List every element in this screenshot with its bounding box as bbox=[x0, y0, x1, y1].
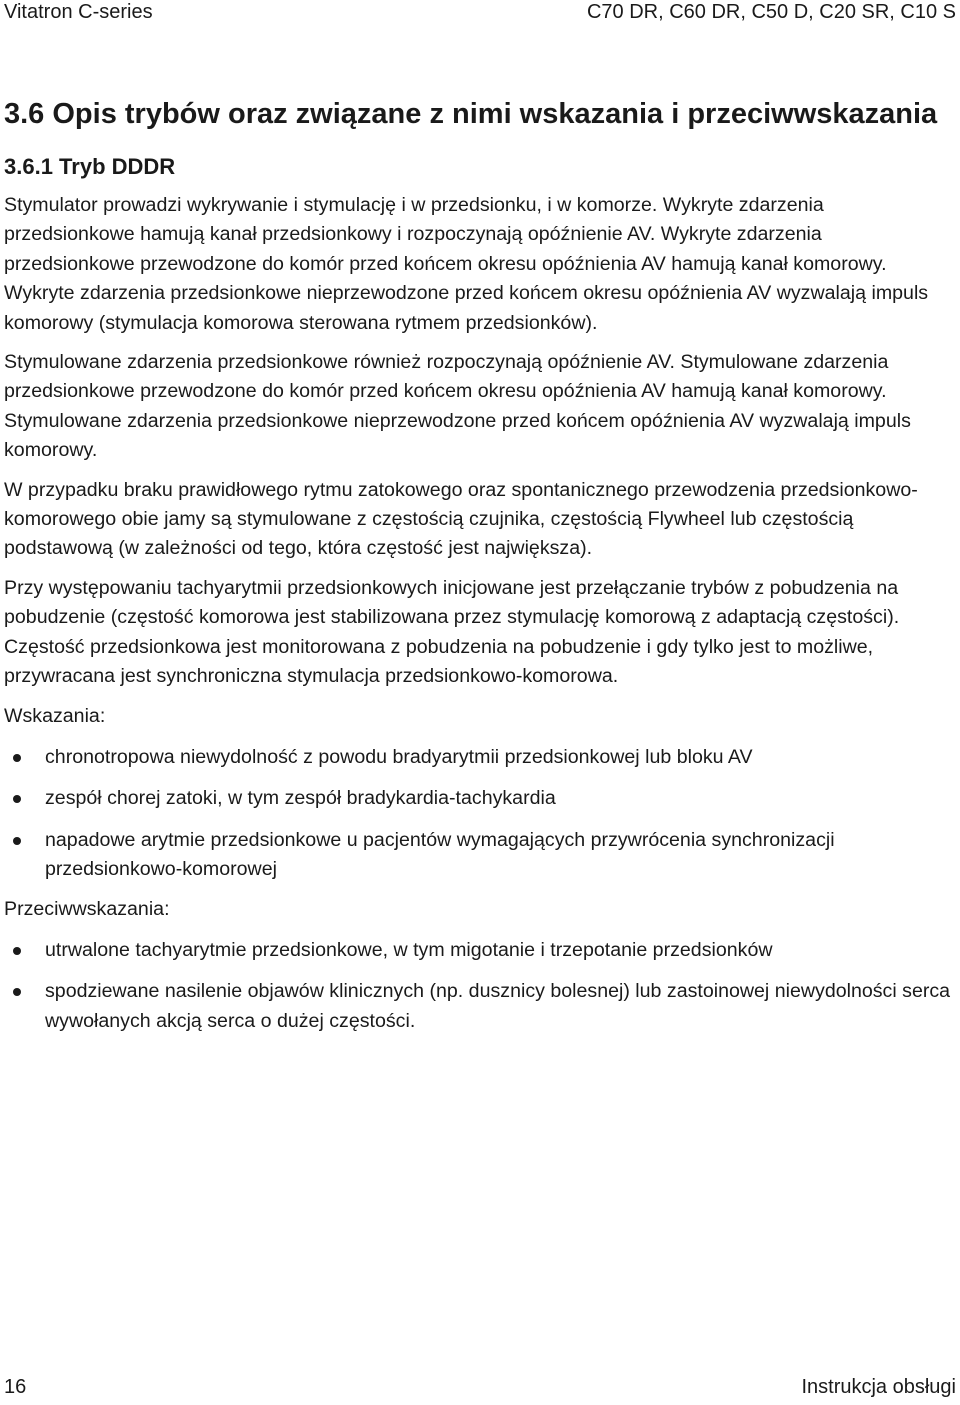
bullet-icon bbox=[13, 947, 21, 955]
running-header bbox=[4, 0, 956, 28]
bullet-icon bbox=[13, 837, 21, 845]
paragraph-no-rhythm: W przypadku braku prawidłowego rytmu zatokowego oraz spontanicznego przewodzenia przedsionkowo-komorowego obie jamy są stymulowane z częstością czujnika, częstością Flywheel lub częstością podstawową (w zależności od tego, która częstość jest największa). bbox=[4, 478, 918, 560]
list-item-text: utrwalone tachyarytmie przedsionkowe, w tym migotanie i trzepotanie przedsionków bbox=[45, 938, 773, 961]
page-number: 16 bbox=[4, 1376, 27, 1398]
list-item-text: spodziewane nasilenie objawów klinicznych (np. dusznicy bolesnej) lub zastoinowej niewydolności serca wywołanych akcją serca o dużej częstości. bbox=[45, 980, 951, 1032]
bullet-icon bbox=[13, 988, 21, 996]
paragraph-sensing: Stymulator prowadzi wykrywanie i stymulację i w przedsionku, i w komorze. Wykryte zdarzenia przedsionkowe hamują kanał przedsionkowy i rozpoczynają opóźnienie AV. Wykryte zdarzenia przedsionkowe przewodzone do komór przed końcem okresu opóźnienia AV hamują kanał komorowy. Wykryte zdarzenia przedsionkowe nieprzewodzone przed końcem okresu opóźnienia AV wyzwalają impuls komorowy (stymulacja komorowa sterowana rytmem przedsionków). bbox=[4, 194, 929, 334]
page-content bbox=[4, 96, 956, 1036]
running-footer bbox=[4, 1374, 956, 1400]
list-item-text: napadowe arytmie przedsionkowe u pacjentów wymagających przywrócenia synchronizacji przedsionkowo-komorowej bbox=[45, 828, 835, 881]
contraindications-label: Przeciwwskazania: bbox=[4, 897, 170, 920]
list-item bbox=[4, 743, 956, 772]
paragraph-paced-events: Stymulowane zdarzenia przedsionkowe również rozpoczynają opóźnienie AV. Stymulowane zdarzenia przedsionkowe przewodzone do komór przed końcem okresu opóźnienia AV hamują kanał komorowy. Stymulowane zdarzenia przedsionkowe nieprzewodzone przed końcem opóźnienia AV wyzwalają impuls komorowy. bbox=[4, 351, 911, 462]
subsection-heading: 3.6.1 Tryb DDDR bbox=[4, 154, 176, 179]
indications-label: Wskazania: bbox=[4, 704, 106, 727]
section-heading: 3.6 Opis trybów oraz związane z nimi wskazania i przeciwwskazania bbox=[4, 98, 938, 130]
bullet-icon bbox=[13, 754, 21, 762]
list-item bbox=[4, 784, 956, 813]
list-item-text: zespół chorej zatoki, w tym zespół bradykardia-tachykardia bbox=[45, 787, 556, 810]
indications-list bbox=[4, 743, 956, 885]
contraindications-list bbox=[4, 936, 956, 1036]
footer-document-title: Instrukcja obsługi bbox=[801, 1376, 956, 1398]
paragraph-mode-switch: Przy występowaniu tachyarytmii przedsionkowych inicjowane jest przełączanie trybów z pobudzenia na pobudzenie (częstość komorowa jest stabilizowana przez stymulację komorową z adaptacją częstości). Częstość przedsionkowa jest monitorowana z pobudzenia na pobudzenie i gdy tylko jest to możliwe, przywracana jest synchroniczna stymulacja przedsionkowo-komorowa. bbox=[4, 576, 900, 688]
header-model-list: C70 DR, C60 DR, C50 D, C20 SR, C10 S bbox=[586, 1, 956, 23]
list-item bbox=[4, 936, 956, 965]
header-product-family: Vitatron C-series bbox=[4, 1, 153, 23]
list-item bbox=[4, 826, 956, 885]
bullet-icon bbox=[13, 795, 21, 803]
list-item bbox=[4, 977, 956, 1036]
list-item-text: chronotropowa niewydolność z powodu bradyarytmii przedsionkowej lub bloku AV bbox=[45, 745, 753, 768]
